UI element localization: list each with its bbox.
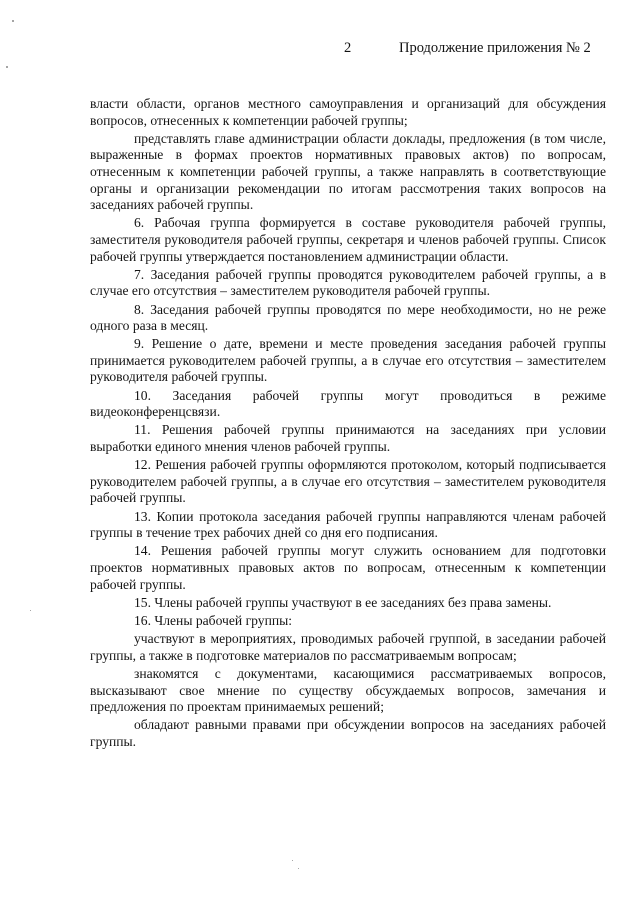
paragraph-continuation: власти области, органов местного самоуправления и организаций для обсуждения вопросов, отнесенных к компетенции рабочей группы;	[90, 96, 606, 128]
paragraph-item-16-rights: обладают равными правами при обсуждении вопросов на заседаниях рабочей группы.	[90, 717, 606, 749]
paragraph-item-16-review: знакомятся с документами, касающимися рассматриваемых вопросов, высказывают свое мнение по существу обсуждаемых вопросов, замечания и предложения по проектам принимаемых решений;	[90, 665, 606, 715]
paragraph-item-11: 11. Решения рабочей группы принимаются на заседаниях при условии выработки единого мнения членов рабочей группы.	[90, 422, 606, 455]
scan-speck	[30, 610, 31, 611]
document-body	[90, 96, 606, 752]
paragraph-item-15: 15. Члены рабочей группы участвуют в ее заседаниях без права замены.	[134, 594, 552, 610]
paragraph-item-12: 12. Решения рабочей группы оформляются протоколом, который подписывается руководителем рабочей группы, а в случае его отсутствия – заместителем руководителя рабочей группы.	[90, 457, 606, 506]
paragraph-item-9: 9. Решение о дате, времени и месте проведения заседания рабочей группы принимается руководителем рабочей группы, а в случае его отсутствия – заместителем руководителя рабочей группы.	[90, 336, 606, 385]
paragraph-item-7: 7. Заседания рабочей группы проводятся руководителем рабочей группы, а в случае его отсутствия – заместителем руководителя рабочей группы.	[90, 266, 606, 299]
paragraph-item-13: 13. Копии протокола заседания рабочей группы направляются членам рабочей группы в течение трех рабочих дней со дня его подписания.	[90, 508, 606, 541]
scan-speck	[12, 20, 14, 22]
paragraph-present-reports: представлять главе администрации области доклады, предложения (в том числе, выраженные в формах проектов нормативных правовых актов) по вопросам, отнесенным к компетенции рабочей группы, а также направлять в соответствующие органы и организации рекомендации по итогам рассмотрения таких вопросов на заседаниях рабочей группы.	[90, 130, 606, 213]
paragraph-item-16-participate: участвуют в мероприятиях, проводимых рабочей группой, в заседании рабочей группы, а также в подготовке материалов по рассматриваемым вопросам;	[90, 631, 606, 663]
paragraph-item-14: 14. Решения рабочей группы могут служить основанием для подготовки проектов нормативных правовых актов по вопросам, отнесенным к компетенции рабочей группы.	[90, 543, 606, 592]
paragraph-item-8: 8. Заседания рабочей группы проводятся по мере необходимости, но не реже одного раза в месяц.	[90, 301, 606, 334]
paragraph-item-6: 6. Рабочая группа формируется в составе руководителя рабочей группы, заместителя руководителя рабочей группы, секретаря и членов рабочей группы. Список рабочей группы утверждается постановлением администрации области.	[90, 215, 606, 264]
appendix-header: Продолжение приложения № 2	[399, 40, 591, 56]
scan-speck	[292, 860, 293, 861]
paragraph-item-10: 10. Заседания рабочей группы могут проводиться в режиме видеоконференцсвязи.	[90, 387, 606, 420]
scan-speck	[298, 868, 299, 869]
scan-speck	[6, 66, 8, 68]
page-number: 2	[344, 40, 352, 56]
paragraph-item-16: 16. Члены рабочей группы:	[134, 612, 293, 628]
